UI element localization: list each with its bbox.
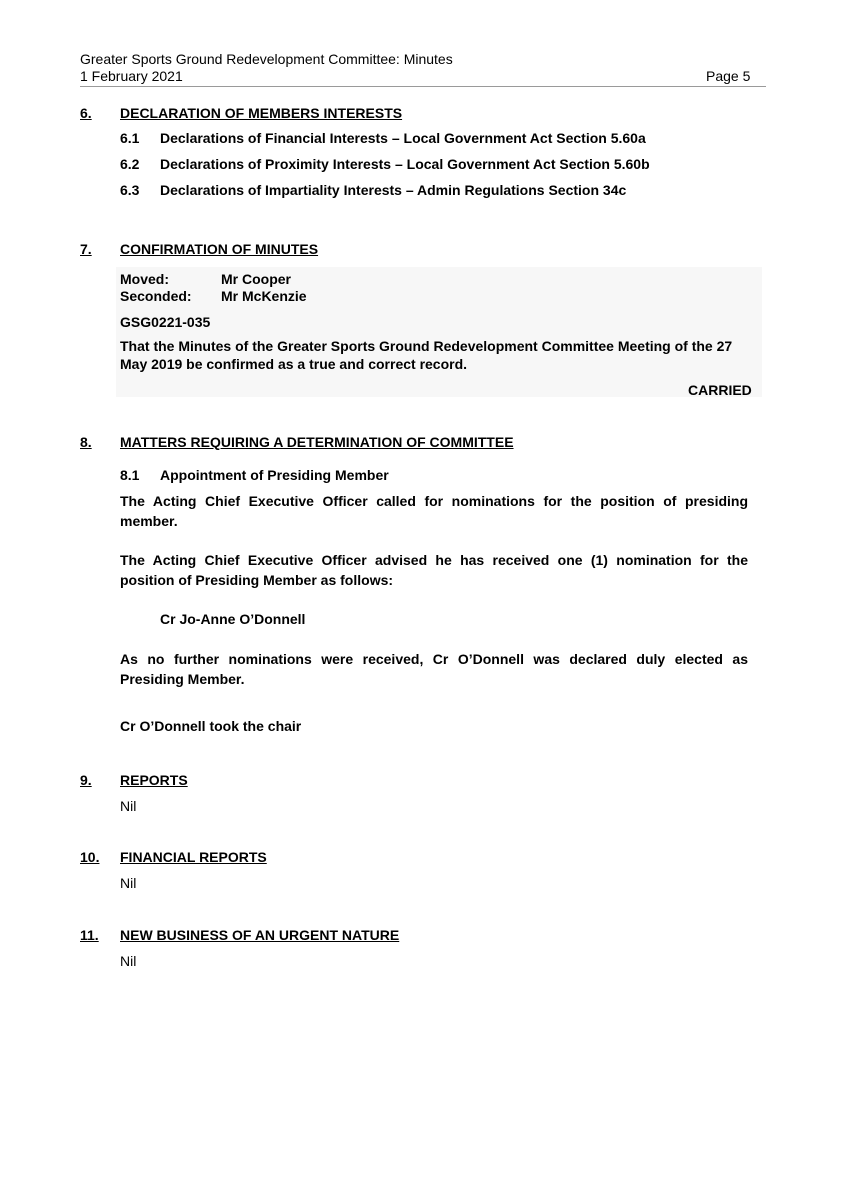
item-8-1-number: 8.1 <box>120 467 140 483</box>
section-8-number: 8. <box>80 434 92 450</box>
section-9-number: 9. <box>80 772 92 788</box>
header-rule <box>80 86 766 87</box>
section-11-body: Nil <box>120 953 137 969</box>
item-8-1-title: Appointment of Presiding Member <box>160 467 389 483</box>
paragraph-nomination-received: The Acting Chief Executive Officer advised he has received one (1) nomination for the position of Presiding Member as follows: <box>120 552 748 588</box>
item-6-3-text: Declarations of Impartiality Interests – Admin Regulations Section 34c <box>160 182 627 198</box>
nominee-name: Cr Jo-Anne O’Donnell <box>160 611 306 627</box>
resolution-id: GSG0221-035 <box>120 314 211 330</box>
section-7-number: 7. <box>80 241 92 257</box>
section-9-heading: REPORTS <box>120 772 188 788</box>
seconded-label: Seconded: <box>120 288 192 304</box>
section-9-body: Nil <box>120 798 137 814</box>
item-6-3-number: 6.3 <box>120 182 140 198</box>
section-7-heading: CONFIRMATION OF MINUTES <box>120 241 319 257</box>
section-10-body: Nil <box>120 875 137 891</box>
item-6-1-text: Declarations of Financial Interests – Local Government Act Section 5.60a <box>160 130 646 146</box>
item-6-2-number: 6.2 <box>120 156 140 172</box>
moved-label: Moved: <box>120 271 169 287</box>
document-title: Greater Sports Ground Redevelopment Committee: Minutes <box>80 51 453 67</box>
section-10-number: 10. <box>80 849 100 865</box>
moved-value: Mr Cooper <box>221 271 291 287</box>
paragraph-took-chair: Cr O’Donnell took the chair <box>120 718 302 734</box>
section-10-heading: FINANCIAL REPORTS <box>120 849 267 865</box>
motion-box <box>116 267 762 397</box>
section-11-number: 11. <box>80 927 99 943</box>
section-6-number: 6. <box>80 105 92 121</box>
resolution-text: That the Minutes of the Greater Sports Ground Redevelopment Committee Meeting of the 27 May 2019 be confirmed as a true and correct record. <box>120 338 733 372</box>
page-number: Page 5 <box>706 68 751 84</box>
seconded-value: Mr McKenzie <box>221 288 307 304</box>
item-6-2-text: Declarations of Proximity Interests – Local Government Act Section 5.60b <box>160 156 650 172</box>
item-6-1-number: 6.1 <box>120 130 140 146</box>
section-11-heading: NEW BUSINESS OF AN URGENT NATURE <box>120 927 400 943</box>
paragraph-declared-elected: As no further nominations were received, Cr O’Donnell was declared duly elected as Presiding Member. <box>120 651 748 687</box>
meeting-date: 1 February 2021 <box>80 68 183 84</box>
section-6-heading: DECLARATION OF MEMBERS INTERESTS <box>120 105 403 121</box>
paragraph-call-for-nominations: The Acting Chief Executive Officer called for nominations for the position of presiding member. <box>120 493 748 529</box>
carried-status: CARRIED <box>688 382 752 398</box>
section-8-heading: MATTERS REQUIRING A DETERMINATION OF COMMITTEE <box>120 434 514 450</box>
